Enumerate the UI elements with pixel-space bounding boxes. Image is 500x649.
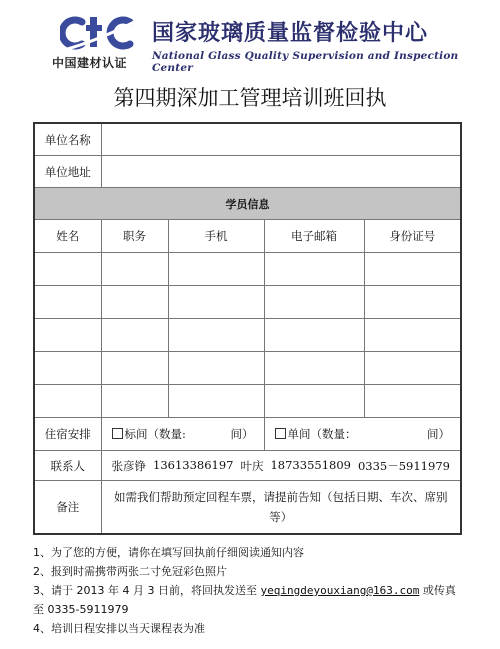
name-cell[interactable] [34, 385, 101, 418]
standard-room-unit: 间） [230, 427, 254, 441]
note-item: 4、培训日程安排以当天课程表为准 [33, 622, 205, 635]
position-cell[interactable] [101, 319, 168, 352]
id-cell[interactable] [364, 352, 461, 385]
note-item: 1、为了您的方便，请你在填写回执前仔细阅读通知内容 [33, 546, 304, 559]
position-cell[interactable] [101, 253, 168, 286]
column-header: 手机 [168, 220, 264, 253]
unit-name-field[interactable] [101, 123, 461, 156]
center-name-en: National Glass Quality Supervision and Inspection Center [152, 50, 459, 74]
mobile-cell[interactable] [168, 253, 264, 286]
letterhead [48, 10, 468, 72]
column-header: 身份证号 [364, 220, 461, 253]
name-cell[interactable] [34, 253, 101, 286]
contact-info [101, 451, 461, 481]
unit-address-field[interactable] [101, 156, 461, 188]
unit-name-label: 单位名称 [34, 123, 101, 156]
unit-address-row [34, 156, 461, 188]
contact-phone: 18733551809 [270, 457, 351, 472]
lodging-row [34, 418, 461, 451]
column-header: 电子邮箱 [264, 220, 364, 253]
id-cell[interactable] [364, 286, 461, 319]
unit-address-label: 单位地址 [34, 156, 101, 188]
id-cell[interactable] [364, 253, 461, 286]
remarks-label: 备注 [34, 481, 101, 535]
position-cell[interactable] [101, 385, 168, 418]
mobile-cell[interactable] [168, 385, 264, 418]
position-cell[interactable] [101, 352, 168, 385]
single-room-unit: 间） [427, 427, 450, 441]
column-header-row [34, 220, 461, 253]
checkbox-icon[interactable] [112, 428, 123, 439]
remarks-row [34, 481, 461, 535]
document-title: 第四期深加工管理培训班回执 [113, 86, 387, 110]
contact-phone: 13613386197 [153, 457, 234, 472]
center-name-cn: 国家玻璃质量监督检验中心 [152, 21, 429, 46]
table-row [34, 385, 461, 418]
email-link[interactable]: yeqingdeyouxiang@163.com [260, 584, 420, 597]
email-cell[interactable] [264, 253, 364, 286]
note-text: 3、请于 2013 年 4 月 3 日前，将回执发送至 [33, 584, 261, 597]
contact-row [34, 451, 461, 481]
table-row [34, 286, 461, 319]
email-cell[interactable] [264, 286, 364, 319]
table-row [34, 319, 461, 352]
note-text: 或传真 [419, 584, 456, 597]
unit-name-row [34, 123, 461, 156]
note-item: 2、报到时需携带两张二寸免冠彩色照片 [33, 565, 227, 578]
mobile-cell[interactable] [168, 319, 264, 352]
section-header: 学员信息 [34, 188, 461, 220]
contact-name: 叶庆 [240, 458, 264, 473]
contact-phone: 0335－5911979 [357, 458, 450, 473]
note-item [33, 581, 473, 600]
name-cell[interactable] [34, 319, 101, 352]
contact-label: 联系人 [34, 451, 101, 481]
logo-caption: 中国建材认证 [52, 56, 128, 70]
lodging-label: 住宿安排 [34, 418, 101, 451]
standard-room-option[interactable] [101, 418, 264, 451]
column-header: 职务 [101, 220, 168, 253]
single-room-label: 单间 [287, 427, 311, 441]
email-cell[interactable] [264, 385, 364, 418]
notes-list [33, 543, 473, 638]
table-row [34, 253, 461, 286]
registration-form [33, 122, 462, 535]
checkbox-icon[interactable] [275, 428, 286, 439]
mobile-cell[interactable] [168, 352, 264, 385]
id-cell[interactable] [364, 385, 461, 418]
id-cell[interactable] [364, 319, 461, 352]
single-room-option[interactable] [264, 418, 461, 451]
email-cell[interactable] [264, 319, 364, 352]
position-cell[interactable] [101, 286, 168, 319]
section-row [34, 188, 461, 220]
table-row [34, 352, 461, 385]
contact-name: 张彦铮 [111, 458, 146, 473]
note-item: 至 0335-5911979 [33, 603, 129, 616]
mobile-cell[interactable] [168, 286, 264, 319]
remarks-text: 如需我们帮助预定回程车票，请提前告知（包括日期、车次、席别等） [101, 481, 461, 535]
ctc-logo-icon [60, 14, 142, 52]
standard-room-label: 标间 [124, 427, 148, 441]
email-cell[interactable] [264, 352, 364, 385]
single-room-qty: （数量： [310, 427, 357, 441]
standard-room-qty: （数量: [147, 427, 186, 441]
name-cell[interactable] [34, 286, 101, 319]
column-header: 姓名 [34, 220, 101, 253]
name-cell[interactable] [34, 352, 101, 385]
